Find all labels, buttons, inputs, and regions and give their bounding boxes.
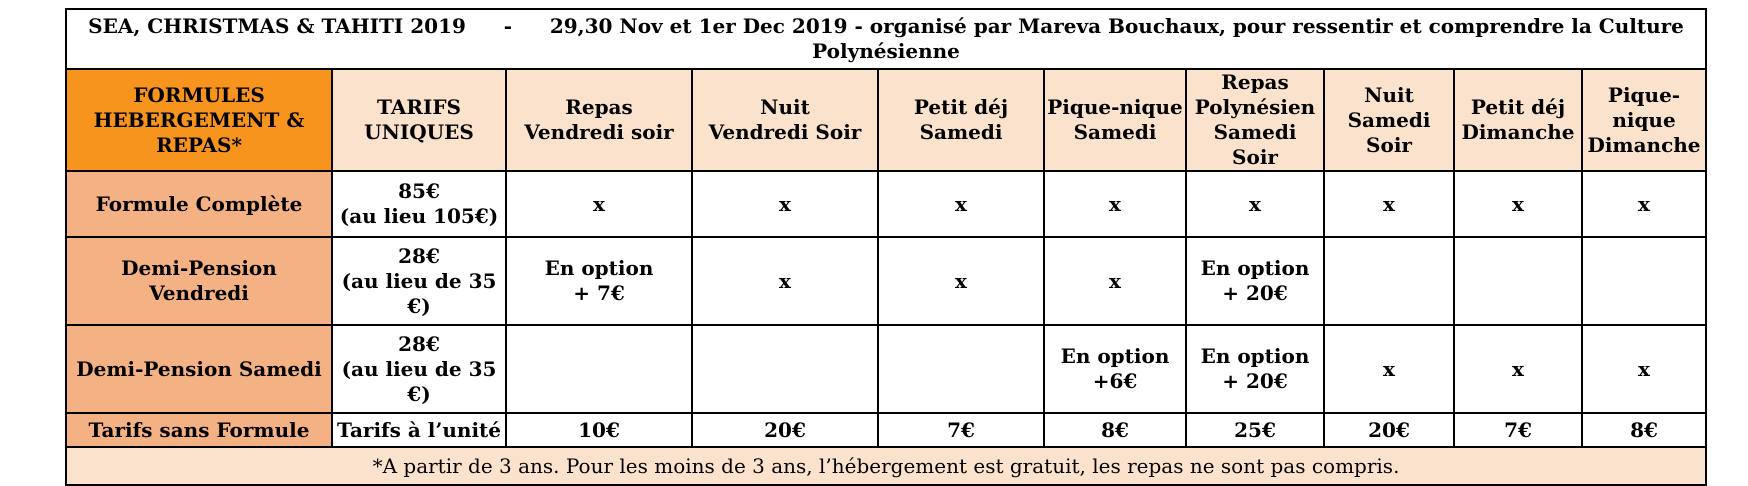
table-row (66, 325, 1706, 413)
title-dash: - (503, 14, 513, 38)
table-cell: x (692, 171, 878, 237)
title-right-line1: 29,30 Nov et 1er Dec 2019 - organisé par Mareva Bouchaux, pour ressentir et comprendre la Culture (549, 14, 1684, 38)
table-cell (1324, 237, 1454, 325)
table-cell: x (1324, 171, 1454, 237)
table-cell: En option + 20€ (1186, 237, 1324, 325)
table-cell: x (878, 237, 1044, 325)
unit-row-name: Tarifs sans Formule (66, 413, 332, 447)
header-repas-vendredi-soir: Repas Vendredi soir (506, 69, 692, 171)
row-name: Demi-Pension Samedi (66, 325, 332, 413)
table-cell (506, 325, 692, 413)
row-name: Formule Complète (66, 171, 332, 237)
table-cell: En option + 7€ (506, 237, 692, 325)
table-cell: x (506, 171, 692, 237)
table-cell: x (1186, 171, 1324, 237)
table-cell: x (878, 171, 1044, 237)
table-cell: x (1324, 325, 1454, 413)
unit-price: 7€ (878, 413, 1044, 447)
row-name: Demi-Pension Vendredi (66, 237, 332, 325)
header-tarifs-uniques: TARIFS UNIQUES (332, 69, 506, 171)
table-row (66, 171, 1706, 237)
row-price: 85€ (au lieu 105€) (332, 171, 506, 237)
header-pique-nique-samedi: Pique-nique Samedi (1044, 69, 1186, 171)
table-row (66, 237, 1706, 325)
table-cell: x (1454, 171, 1582, 237)
header-formules: FORMULES HEBERGEMENT & REPAS* (66, 69, 332, 171)
table-cell (1582, 237, 1706, 325)
table-cell (1454, 237, 1582, 325)
unit-price: 10€ (506, 413, 692, 447)
header-repas-polynesien: Repas Polynésien Samedi Soir (1186, 69, 1324, 171)
table-cell: x (692, 237, 878, 325)
unit-price-row (66, 413, 1706, 447)
table-cell: En option +6€ (1044, 325, 1186, 413)
table-title (66, 9, 1706, 69)
unit-row-label: Tarifs à l’unité (332, 413, 506, 447)
unit-price: 20€ (1324, 413, 1454, 447)
table-cell: En option + 20€ (1186, 325, 1324, 413)
table-cell: x (1454, 325, 1582, 413)
header-nuit-vendredi-soir: Nuit Vendredi Soir (692, 69, 878, 171)
table-cell: x (1582, 325, 1706, 413)
header-pique-nique-dimanche: Pique-nique Dimanche (1582, 69, 1706, 171)
unit-price: 8€ (1582, 413, 1706, 447)
table-cell: x (1582, 171, 1706, 237)
footnote: *A partir de 3 ans. Pour les moins de 3 ans, l’hébergement est gratuit, les repas ne sont pas compris. (66, 447, 1706, 485)
unit-price: 20€ (692, 413, 878, 447)
tarifs-table (65, 8, 1707, 486)
title-right-line2: Polynésienne (812, 39, 960, 63)
table-cell (878, 325, 1044, 413)
table-cell: x (1044, 171, 1186, 237)
row-price: 28€ (au lieu de 35 €) (332, 237, 506, 325)
unit-price: 25€ (1186, 413, 1324, 447)
header-petit-dej-dimanche: Petit déj Dimanche (1454, 69, 1582, 171)
header-nuit-samedi-soir: Nuit Samedi Soir (1324, 69, 1454, 171)
table-cell (692, 325, 878, 413)
unit-price: 7€ (1454, 413, 1582, 447)
unit-price: 8€ (1044, 413, 1186, 447)
title-left: SEA, CHRISTMAS & TAHITI 2019 (88, 14, 466, 38)
row-price: 28€ (au lieu de 35 €) (332, 325, 506, 413)
table-cell: x (1044, 237, 1186, 325)
header-petit-dej-samedi: Petit déj Samedi (878, 69, 1044, 171)
